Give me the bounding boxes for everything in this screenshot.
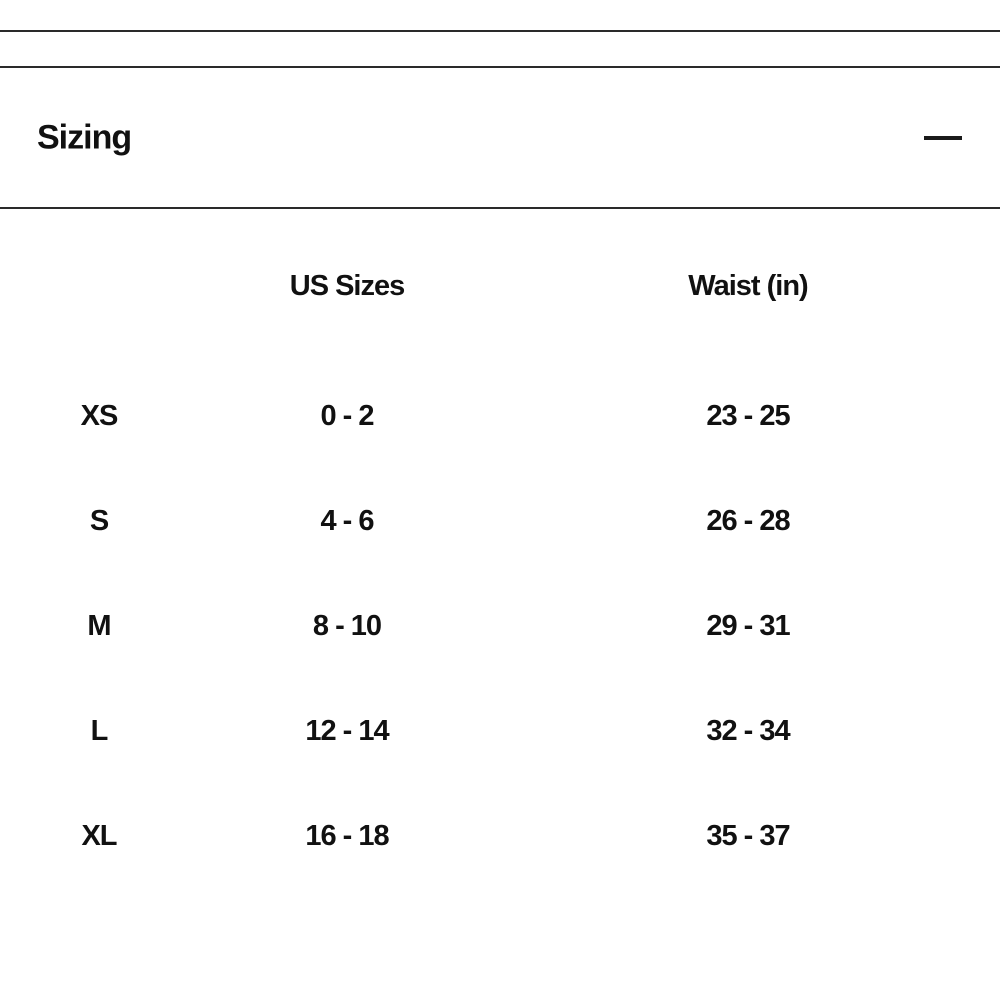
- waist-range: 29 - 31: [706, 610, 790, 642]
- table-row: [0, 469, 1000, 574]
- us-size-range: 12 - 14: [305, 715, 389, 747]
- header-waist: Waist (in): [688, 270, 808, 302]
- us-size-range: 4 - 6: [320, 505, 374, 537]
- us-size-range: 8 - 10: [312, 610, 382, 642]
- waist-range: 26 - 28: [706, 505, 790, 537]
- table-row: [0, 364, 1000, 469]
- header-us-sizes: US Sizes: [289, 270, 405, 302]
- size-label: XS: [80, 400, 118, 432]
- table-row: [0, 679, 1000, 784]
- table-header-row: [0, 209, 1000, 364]
- us-size-range: 16 - 18: [305, 820, 389, 852]
- size-label: S: [89, 505, 109, 537]
- size-label: M: [87, 610, 111, 642]
- top-divider: [0, 30, 1000, 32]
- size-label: XL: [81, 820, 117, 852]
- size-label: L: [90, 715, 108, 747]
- table-row: [0, 574, 1000, 679]
- minus-icon[interactable]: [924, 136, 962, 140]
- us-size-range: 0 - 2: [320, 400, 374, 432]
- waist-range: 32 - 34: [706, 715, 790, 747]
- waist-range: 35 - 37: [706, 820, 790, 852]
- sizing-accordion-header[interactable]: [0, 68, 1000, 207]
- header-size-label: [0, 209, 198, 364]
- waist-range: 23 - 25: [706, 400, 790, 432]
- table-row: [0, 784, 1000, 889]
- size-chart-table: [0, 209, 1000, 889]
- accordion-title: Sizing: [37, 118, 132, 156]
